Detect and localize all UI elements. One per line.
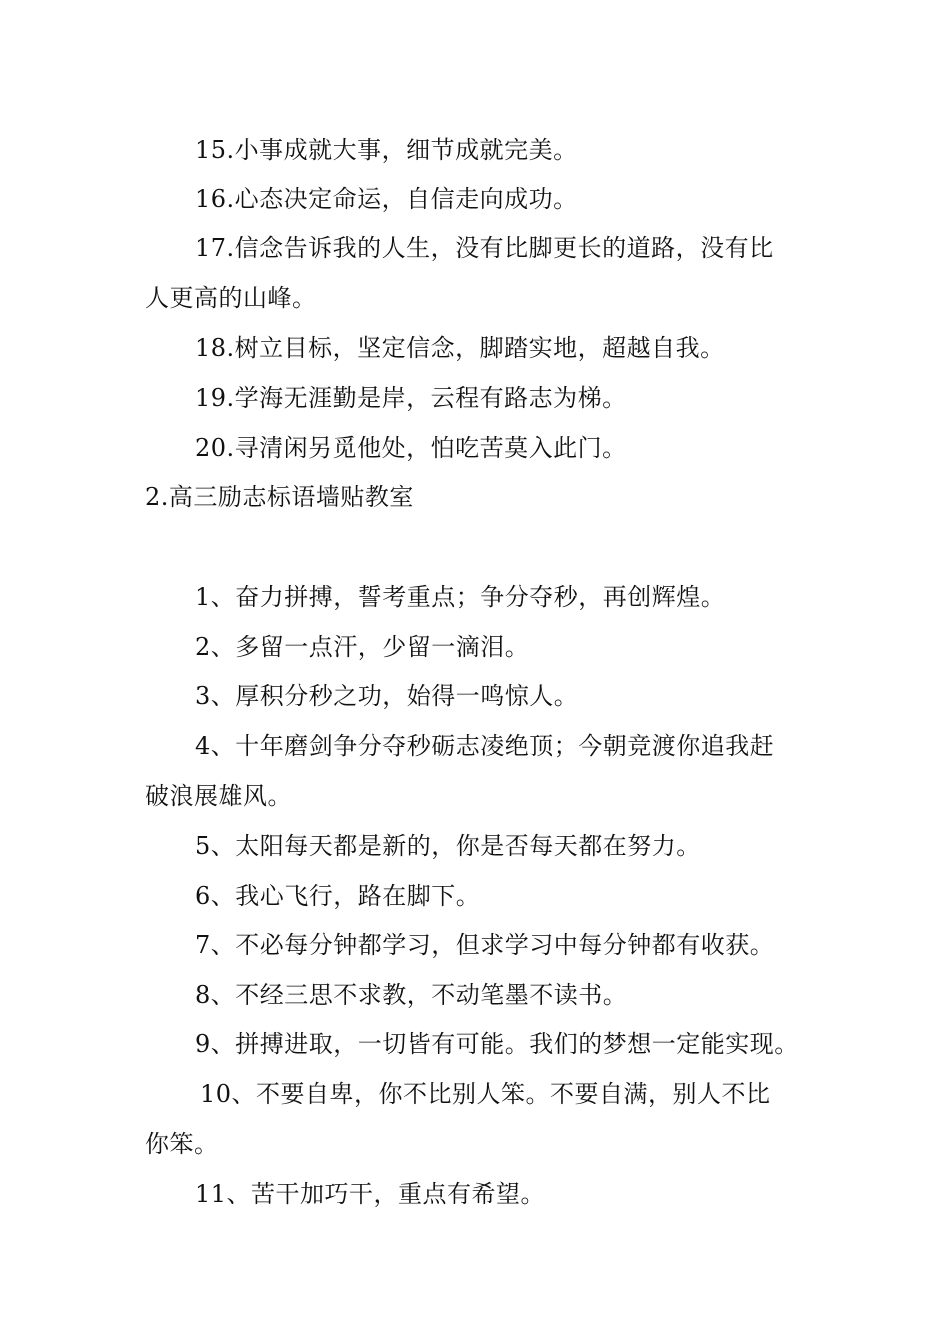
text-line: 11、苦干加巧干，重点有希望。 <box>195 1180 546 1208</box>
text-line: 4、十年磨剑争分夺秒砺志凌绝顶；今朝竞渡你追我赶 <box>195 732 775 760</box>
text-line: 9、拼搏进取，一切皆有可能。我们的梦想一定能实现。 <box>195 1030 799 1058</box>
text-line: 5、太阳每天都是新的，你是否每天都在努力。 <box>195 832 701 860</box>
text-line: 你笨。 <box>145 1130 219 1158</box>
text-line: 16.心态决定命运，自信走向成功。 <box>195 185 578 213</box>
text-line: 18.树立目标，坚定信念，脚踏实地，超越自我。 <box>195 334 725 362</box>
text-line: 6、我心飞行，路在脚下。 <box>195 882 481 910</box>
text-line: 19.学海无涯勤是岸，云程有路志为梯。 <box>195 384 627 412</box>
text-line: 2、多留一点汗，少留一滴泪。 <box>195 633 530 661</box>
text-line: 8、不经三思不求教，不动笔墨不读书。 <box>195 981 628 1009</box>
text-line: 3、厚积分秒之功，始得一鸣惊人。 <box>195 682 579 710</box>
text-line: 17.信念告诉我的人生，没有比脚更长的道路，没有比 <box>195 234 774 262</box>
text-line: 20.寻清闲另觅他处，怕吃苦莫入此门。 <box>195 434 627 462</box>
text-line: 15.小事成就大事，细节成就完美。 <box>195 136 578 164</box>
text-line: 7、不必每分钟都学习，但求学习中每分钟都有收获。 <box>195 931 775 959</box>
text-line: 1、奋力拼搏，誓考重点；争分夺秒，再创辉煌。 <box>195 583 726 611</box>
text-line: 破浪展雄风。 <box>145 782 292 810</box>
text-line: 人更高的山峰。 <box>145 284 317 312</box>
text-line: 10、不要自卑，你不比别人笨。不要自满，别人不比 <box>200 1080 771 1108</box>
section-heading: 2.高三励志标语墙贴教室 <box>145 483 414 511</box>
